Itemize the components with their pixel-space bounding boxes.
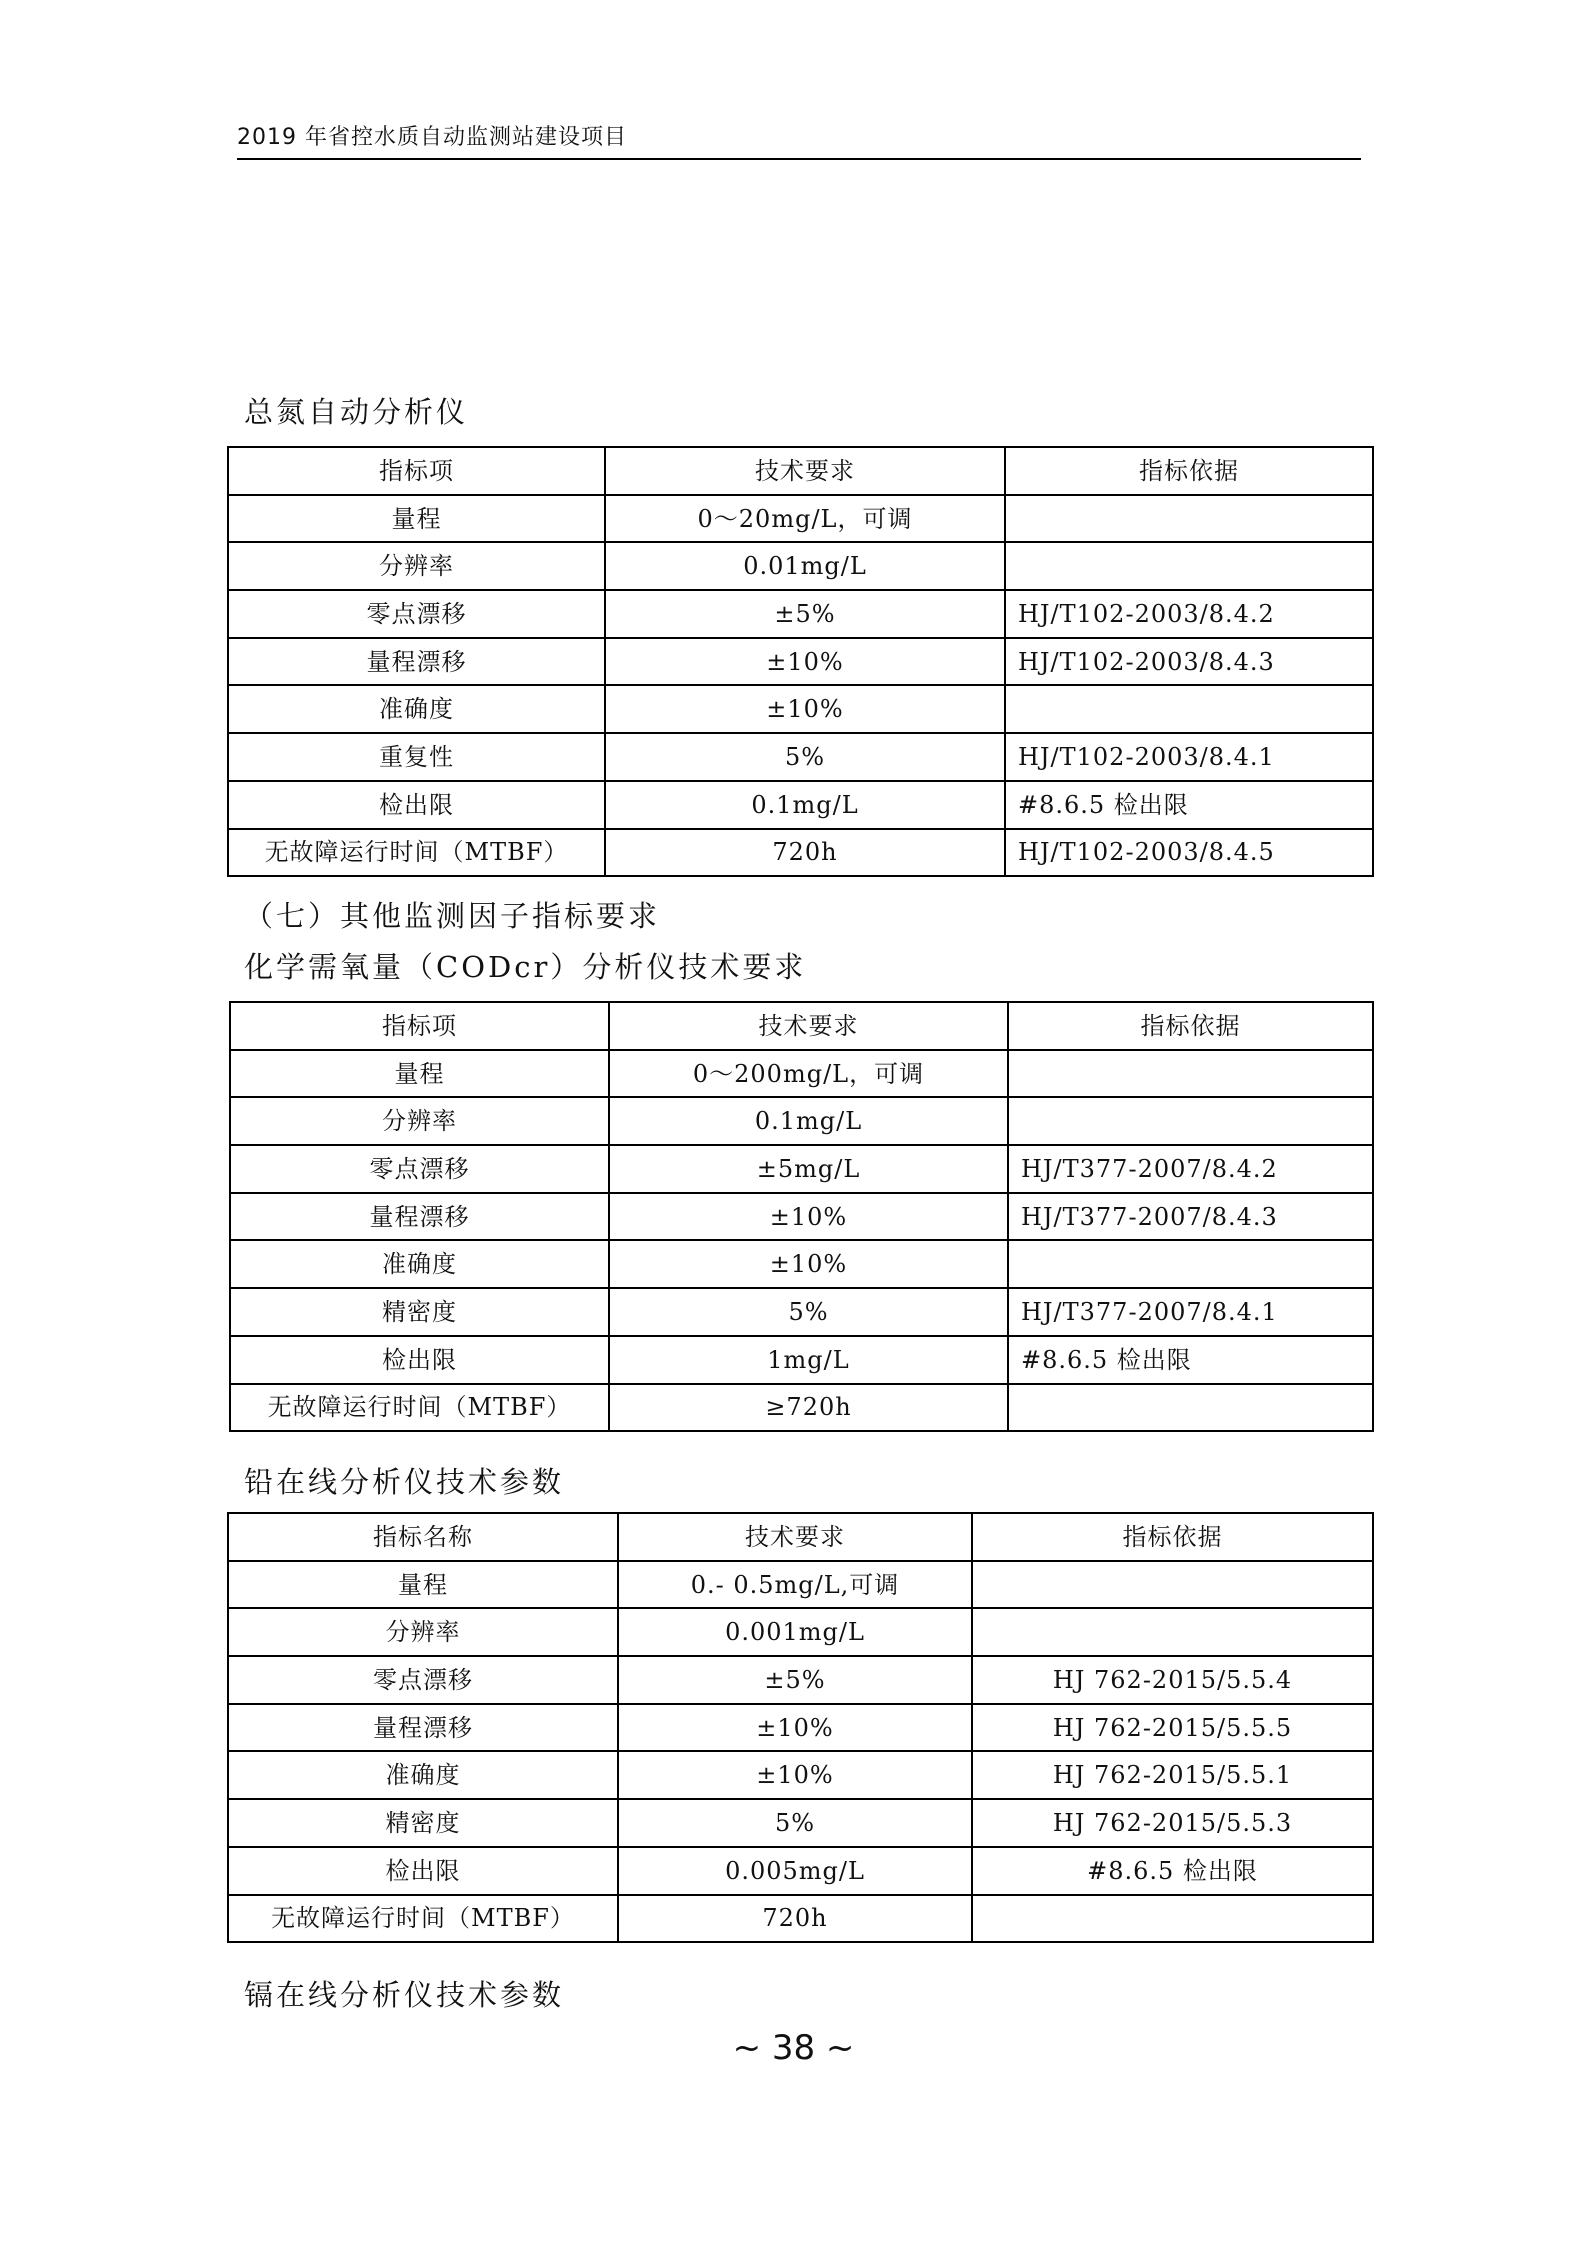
basis-cell: [972, 1561, 1373, 1609]
requirement-cell: 0～200mg/L，可调: [609, 1050, 1008, 1098]
item-cell: 准确度: [230, 1240, 609, 1288]
caption-cadmium: 镉在线分析仪技术参数: [244, 1978, 565, 2012]
column-header: 技术要求: [609, 1002, 1008, 1050]
basis-cell: [1005, 495, 1373, 543]
item-cell: 分辨率: [228, 542, 605, 590]
table-header-row: [228, 1513, 1373, 1561]
requirement-cell: 0.1mg/L: [605, 781, 1005, 829]
total-nitrogen-spec-table: [227, 446, 1374, 877]
table-row: [228, 495, 1373, 543]
basis-cell: [972, 1608, 1373, 1656]
column-header: 指标项: [230, 1002, 609, 1050]
column-header: 指标名称: [228, 1513, 618, 1561]
table-row: [228, 1561, 1373, 1609]
item-cell: 量程: [230, 1050, 609, 1098]
item-cell: 重复性: [228, 733, 605, 781]
basis-cell: HJ/T377-2007/8.4.2: [1008, 1145, 1373, 1193]
table-header-row: [230, 1002, 1373, 1050]
item-cell: 准确度: [228, 1751, 618, 1799]
item-cell: 无故障运行时间（MTBF）: [230, 1384, 609, 1432]
column-header: 指标依据: [972, 1513, 1373, 1561]
requirement-cell: ±10%: [618, 1751, 972, 1799]
basis-cell: HJ/T102-2003/8.4.5: [1005, 829, 1373, 877]
requirement-cell: 0.001mg/L: [618, 1608, 972, 1656]
item-cell: 精密度: [228, 1799, 618, 1847]
requirement-cell: ±10%: [609, 1240, 1008, 1288]
table-header-row: [228, 447, 1373, 495]
basis-cell: #8.6.5 检出限: [972, 1847, 1373, 1895]
requirement-cell: 5%: [605, 733, 1005, 781]
caption-total-nitrogen: 总氮自动分析仪: [244, 395, 469, 429]
item-cell: 零点漂移: [228, 1656, 618, 1704]
requirement-cell: 0.01mg/L: [605, 542, 1005, 590]
table-row: [228, 685, 1373, 733]
column-header: 技术要求: [605, 447, 1005, 495]
item-cell: 检出限: [230, 1336, 609, 1384]
table-row: [228, 1608, 1373, 1656]
column-header: 指标项: [228, 447, 605, 495]
requirement-cell: ±10%: [609, 1193, 1008, 1241]
requirement-cell: 5%: [609, 1288, 1008, 1336]
basis-cell: HJ/T102-2003/8.4.3: [1005, 638, 1373, 686]
table-row: [228, 733, 1373, 781]
requirement-cell: 720h: [605, 829, 1005, 877]
table-row: [228, 1656, 1373, 1704]
table-row: [230, 1336, 1373, 1384]
table-row: [230, 1193, 1373, 1241]
table-row: [228, 638, 1373, 686]
table-row: [228, 542, 1373, 590]
requirement-cell: ≥720h: [609, 1384, 1008, 1432]
requirement-cell: 0.005mg/L: [618, 1847, 972, 1895]
requirement-cell: 0～20mg/L，可调: [605, 495, 1005, 543]
section-heading-other-factors: （七）其他监测因子指标要求: [244, 899, 661, 933]
basis-cell: HJ 762-2015/5.5.3: [972, 1799, 1373, 1847]
header-rule: [237, 158, 1361, 160]
basis-cell: #8.6.5 检出限: [1008, 1336, 1373, 1384]
table-row: [228, 781, 1373, 829]
column-header: 技术要求: [618, 1513, 972, 1561]
item-cell: 无故障运行时间（MTBF）: [228, 829, 605, 877]
table-row: [230, 1288, 1373, 1336]
item-cell: 精密度: [230, 1288, 609, 1336]
item-cell: 量程漂移: [228, 638, 605, 686]
basis-cell: [1008, 1384, 1373, 1432]
requirement-cell: ±10%: [618, 1704, 972, 1752]
basis-cell: HJ 762-2015/5.5.4: [972, 1656, 1373, 1704]
item-cell: 分辨率: [228, 1608, 618, 1656]
requirement-cell: 720h: [618, 1895, 972, 1943]
page-number: ~ 38 ~: [732, 2028, 855, 2068]
basis-cell: HJ/T102-2003/8.4.1: [1005, 733, 1373, 781]
requirement-cell: ±5%: [618, 1656, 972, 1704]
table-row: [228, 1704, 1373, 1752]
item-cell: 检出限: [228, 781, 605, 829]
column-header: 指标依据: [1008, 1002, 1373, 1050]
item-cell: 分辨率: [230, 1097, 609, 1145]
table-row: [228, 1895, 1373, 1943]
table-row: [228, 829, 1373, 877]
item-cell: 零点漂移: [230, 1145, 609, 1193]
item-cell: 检出限: [228, 1847, 618, 1895]
requirement-cell: 1mg/L: [609, 1336, 1008, 1384]
basis-cell: [1008, 1097, 1373, 1145]
item-cell: 准确度: [228, 685, 605, 733]
caption-lead: 铅在线分析仪技术参数: [244, 1465, 565, 1499]
cod-spec-table: [229, 1001, 1374, 1432]
basis-cell: [1008, 1240, 1373, 1288]
table-row: [228, 1751, 1373, 1799]
basis-cell: #8.6.5 检出限: [1005, 781, 1373, 829]
basis-cell: [1005, 685, 1373, 733]
item-cell: 无故障运行时间（MTBF）: [228, 1895, 618, 1943]
basis-cell: HJ/T377-2007/8.4.1: [1008, 1288, 1373, 1336]
basis-cell: HJ 762-2015/5.5.5: [972, 1704, 1373, 1752]
requirement-cell: 5%: [618, 1799, 972, 1847]
requirement-cell: ±10%: [605, 638, 1005, 686]
basis-cell: [972, 1895, 1373, 1943]
requirement-cell: 0.1mg/L: [609, 1097, 1008, 1145]
basis-cell: HJ/T377-2007/8.4.3: [1008, 1193, 1373, 1241]
item-cell: 量程: [228, 495, 605, 543]
table-row: [230, 1145, 1373, 1193]
running-header: 2019 年省控水质自动监测站建设项目: [237, 125, 627, 150]
requirement-cell: ±5mg/L: [609, 1145, 1008, 1193]
item-cell: 量程漂移: [230, 1193, 609, 1241]
item-cell: 量程漂移: [228, 1704, 618, 1752]
requirement-cell: ±10%: [605, 685, 1005, 733]
requirement-cell: 0.- 0.5mg/L,可调: [618, 1561, 972, 1609]
table-row: [230, 1050, 1373, 1098]
table-row: [230, 1384, 1373, 1432]
table-row: [230, 1097, 1373, 1145]
lead-spec-table: [227, 1512, 1374, 1943]
requirement-cell: ±5%: [605, 590, 1005, 638]
basis-cell: [1005, 542, 1373, 590]
item-cell: 量程: [228, 1561, 618, 1609]
table-row: [228, 1799, 1373, 1847]
table-row: [230, 1240, 1373, 1288]
table-row: [228, 590, 1373, 638]
basis-cell: HJ 762-2015/5.5.1: [972, 1751, 1373, 1799]
basis-cell: HJ/T102-2003/8.4.2: [1005, 590, 1373, 638]
column-header: 指标依据: [1005, 447, 1373, 495]
table-row: [228, 1847, 1373, 1895]
item-cell: 零点漂移: [228, 590, 605, 638]
caption-cod: 化学需氧量（CODcr）分析仪技术要求: [244, 950, 807, 984]
basis-cell: [1008, 1050, 1373, 1098]
